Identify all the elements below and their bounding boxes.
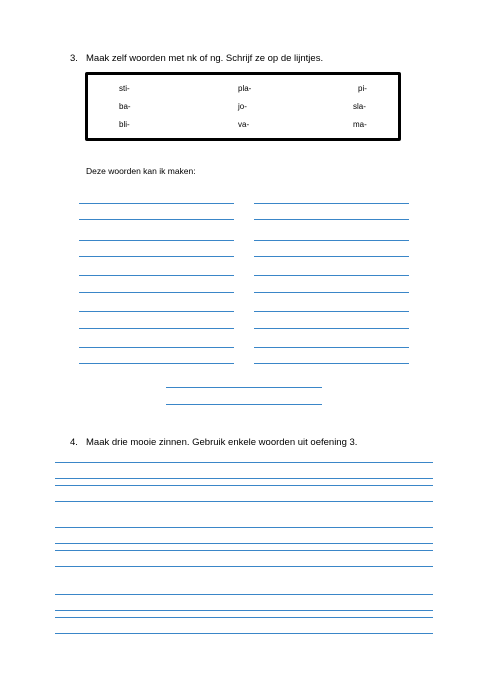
syllable-cell: bli- (119, 120, 130, 129)
sentence-line[interactable] (55, 501, 433, 502)
syllable-cell: pla- (238, 84, 252, 93)
sentence-line[interactable] (55, 550, 433, 551)
writing-line[interactable] (254, 240, 409, 241)
writing-line[interactable] (79, 311, 234, 312)
sentence-line[interactable] (55, 462, 433, 463)
sentence-line[interactable] (55, 478, 433, 479)
syllable-box (85, 72, 401, 141)
writing-line[interactable] (79, 292, 234, 293)
word-list-subheading: Deze woorden kan ik maken: (86, 166, 196, 176)
writing-line[interactable] (79, 328, 234, 329)
writing-line[interactable] (166, 387, 322, 388)
syllable-cell: ba- (119, 102, 131, 111)
syllable-cell: jo- (238, 102, 247, 111)
writing-line[interactable] (79, 363, 234, 364)
writing-line[interactable] (79, 219, 234, 220)
writing-line[interactable] (254, 328, 409, 329)
sentence-line[interactable] (55, 594, 433, 595)
syllable-cell: ma- (353, 120, 367, 129)
writing-line[interactable] (254, 311, 409, 312)
sentence-line[interactable] (55, 633, 433, 634)
syllable-cell: sla- (353, 102, 366, 111)
exercise-4-number: 4. (70, 437, 78, 448)
sentence-line[interactable] (55, 527, 433, 528)
sentence-line[interactable] (55, 485, 433, 486)
writing-line[interactable] (79, 347, 234, 348)
sentence-line[interactable] (55, 566, 433, 567)
writing-line[interactable] (254, 363, 409, 364)
writing-line[interactable] (254, 347, 409, 348)
syllable-cell: va- (238, 120, 250, 129)
sentence-line[interactable] (55, 543, 433, 544)
writing-line[interactable] (254, 275, 409, 276)
exercise-4-instruction: Maak drie mooie zinnen. Gebruik enkele woorden uit oefening 3. (86, 437, 358, 448)
exercise-3-number: 3. (70, 53, 78, 64)
writing-line[interactable] (79, 203, 234, 204)
writing-line[interactable] (79, 256, 234, 257)
writing-line[interactable] (254, 256, 409, 257)
syllable-cell: pi- (358, 84, 367, 93)
writing-line[interactable] (254, 203, 409, 204)
writing-line[interactable] (166, 404, 322, 405)
sentence-line[interactable] (55, 617, 433, 618)
writing-line[interactable] (254, 292, 409, 293)
writing-line[interactable] (254, 219, 409, 220)
exercise-3-instruction: Maak zelf woorden met nk of ng. Schrijf ze op de lijntjes. (86, 53, 324, 64)
syllable-cell: sti- (119, 84, 130, 93)
sentence-line[interactable] (55, 610, 433, 611)
writing-line[interactable] (79, 240, 234, 241)
writing-line[interactable] (79, 275, 234, 276)
